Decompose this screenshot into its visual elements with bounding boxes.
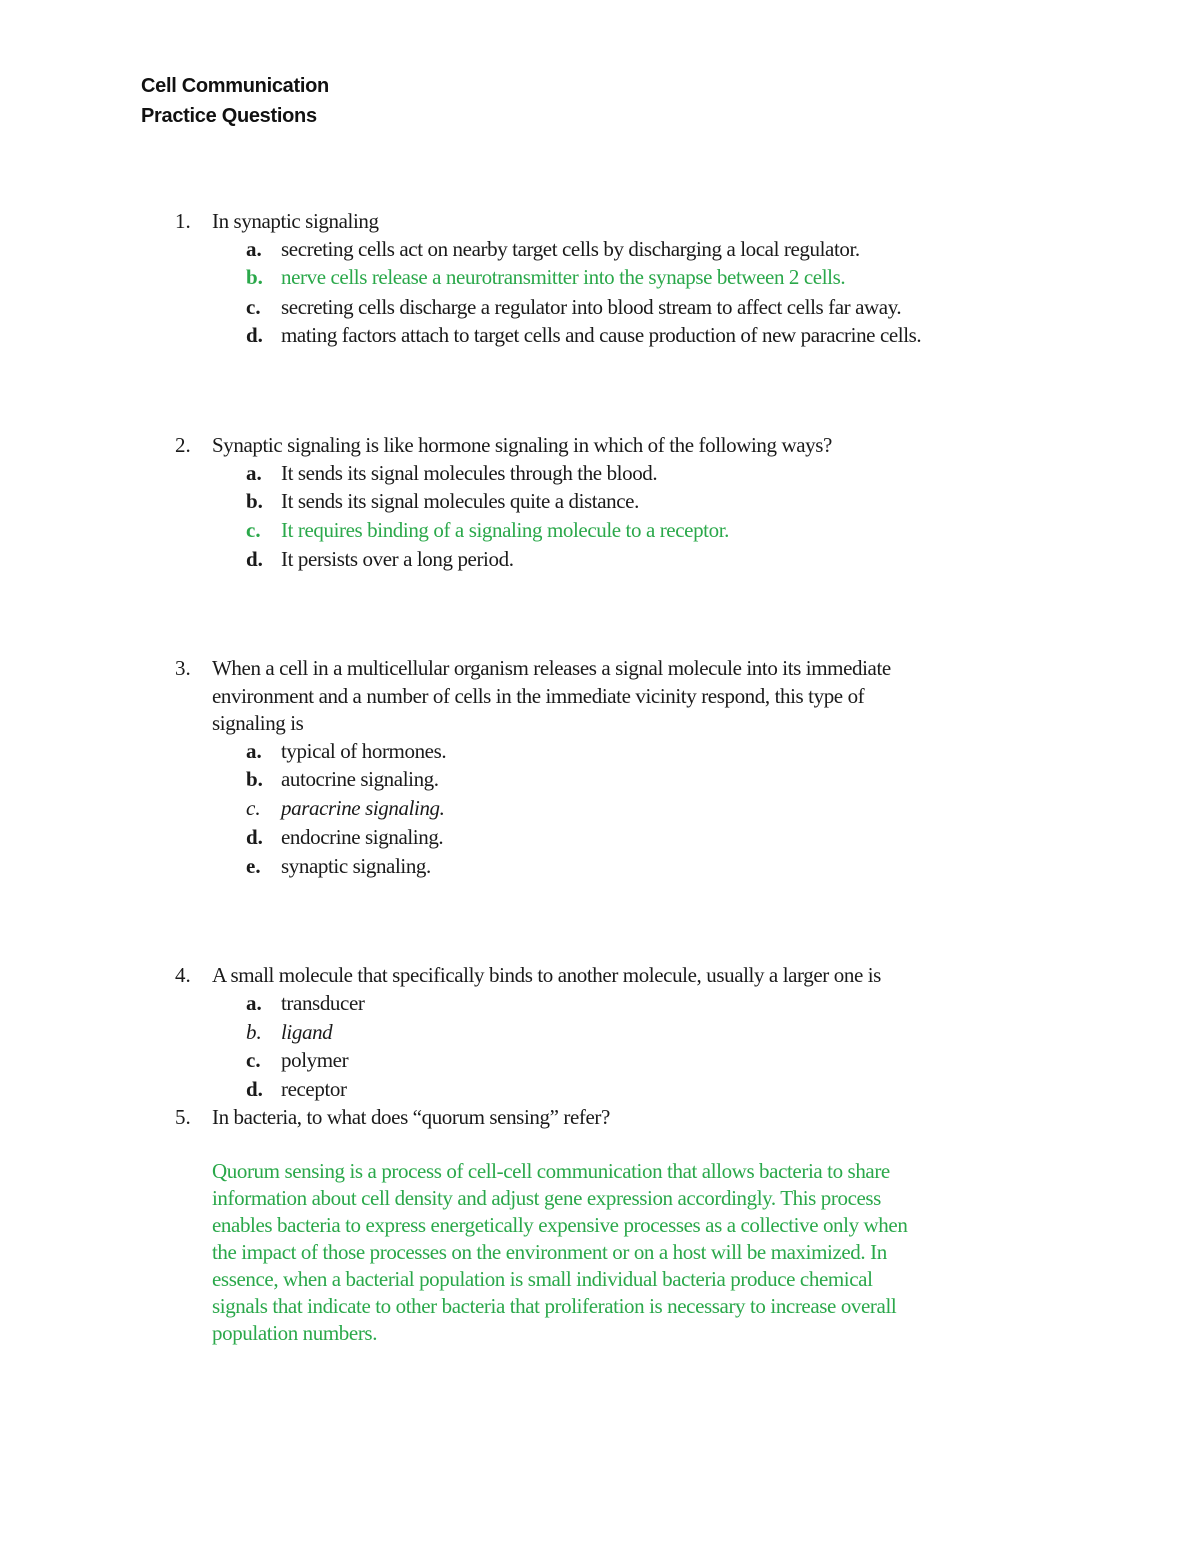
- option-letter: d.: [246, 825, 263, 849]
- option-letter-correct: c.: [246, 518, 261, 542]
- option-letter-correct: b.: [246, 1020, 262, 1044]
- option-text: transducer: [281, 991, 365, 1015]
- question-number: 4.: [175, 963, 191, 987]
- question-number: 5.: [175, 1105, 191, 1129]
- question-text: environment and a number of cells in the immediate vicinity respond, this type of: [212, 684, 865, 708]
- question-text: Synaptic signaling is like hormone signaling in which of the following ways?: [212, 433, 832, 457]
- question-text: In synaptic signaling: [212, 209, 379, 233]
- option-text: mating factors attach to target cells and cause production of new paracrine cells.: [281, 323, 922, 347]
- question-number: 2.: [175, 433, 191, 457]
- question-text: A small molecule that specifically binds to another molecule, usually a larger one is: [212, 963, 881, 987]
- question-text: When a cell in a multicellular organism releases a signal molecule into its immediate: [212, 656, 891, 680]
- option-text: polymer: [281, 1048, 349, 1072]
- option-text: It persists over a long period.: [281, 547, 514, 571]
- question-number: 1.: [175, 209, 191, 233]
- answer-line: information about cell density and adjust gene expression accordingly. This process: [212, 1186, 881, 1210]
- question-text: signaling is: [212, 711, 304, 735]
- option-text: It sends its signal molecules quite a distance.: [281, 489, 639, 513]
- option-letter: e.: [246, 854, 261, 878]
- option-letter: a.: [246, 739, 262, 763]
- answer-line: essence, when a bacterial population is small individual bacteria produce chemical: [212, 1267, 873, 1291]
- option-text-correct: It requires binding of a signaling molecule to a receptor.: [281, 518, 729, 542]
- option-letter: c.: [246, 295, 261, 319]
- option-letter: d.: [246, 1077, 263, 1101]
- option-letter: d.: [246, 547, 263, 571]
- question-text: In bacteria, to what does “quorum sensing” refer?: [212, 1105, 610, 1129]
- page-title: Cell Communication: [141, 75, 329, 97]
- option-text-correct: ligand: [281, 1020, 333, 1044]
- answer-line: signals that indicate to other bacteria that proliferation is necessary to increase overall: [212, 1294, 897, 1318]
- answer-line: population numbers.: [212, 1321, 378, 1345]
- option-letter: a.: [246, 461, 262, 485]
- page-subtitle: Practice Questions: [141, 105, 317, 127]
- option-letter: a.: [246, 991, 262, 1015]
- option-text: receptor: [281, 1077, 347, 1101]
- option-letter: d.: [246, 323, 263, 347]
- option-letter: b.: [246, 767, 263, 791]
- option-text: It sends its signal molecules through the blood.: [281, 461, 658, 485]
- option-letter: a.: [246, 237, 262, 261]
- option-text: synaptic signaling.: [281, 854, 431, 878]
- option-text: secreting cells act on nearby target cells by discharging a local regulator.: [281, 237, 860, 261]
- answer-line: enables bacteria to express energetically expensive processes as a collective only when: [212, 1213, 908, 1237]
- answer-line: the impact of those processes on the environment or on a host will be maximized. In: [212, 1240, 887, 1264]
- option-text: autocrine signaling.: [281, 767, 439, 791]
- answer-line: Quorum sensing is a process of cell-cell communication that allows bacteria to share: [212, 1159, 890, 1183]
- option-letter: c.: [246, 1048, 261, 1072]
- option-letter-correct: c.: [246, 796, 261, 820]
- option-text: secreting cells discharge a regulator into blood stream to affect cells far away.: [281, 295, 902, 319]
- question-number: 3.: [175, 656, 191, 680]
- option-text-correct: nerve cells release a neurotransmitter into the synapse between 2 cells.: [281, 265, 846, 289]
- option-text: endocrine signaling.: [281, 825, 444, 849]
- option-text-correct: paracrine signaling.: [281, 796, 445, 820]
- option-letter-correct: b.: [246, 265, 263, 289]
- option-text: typical of hormones.: [281, 739, 447, 763]
- option-letter: b.: [246, 489, 263, 513]
- answer-paragraph: [212, 1158, 1042, 1347]
